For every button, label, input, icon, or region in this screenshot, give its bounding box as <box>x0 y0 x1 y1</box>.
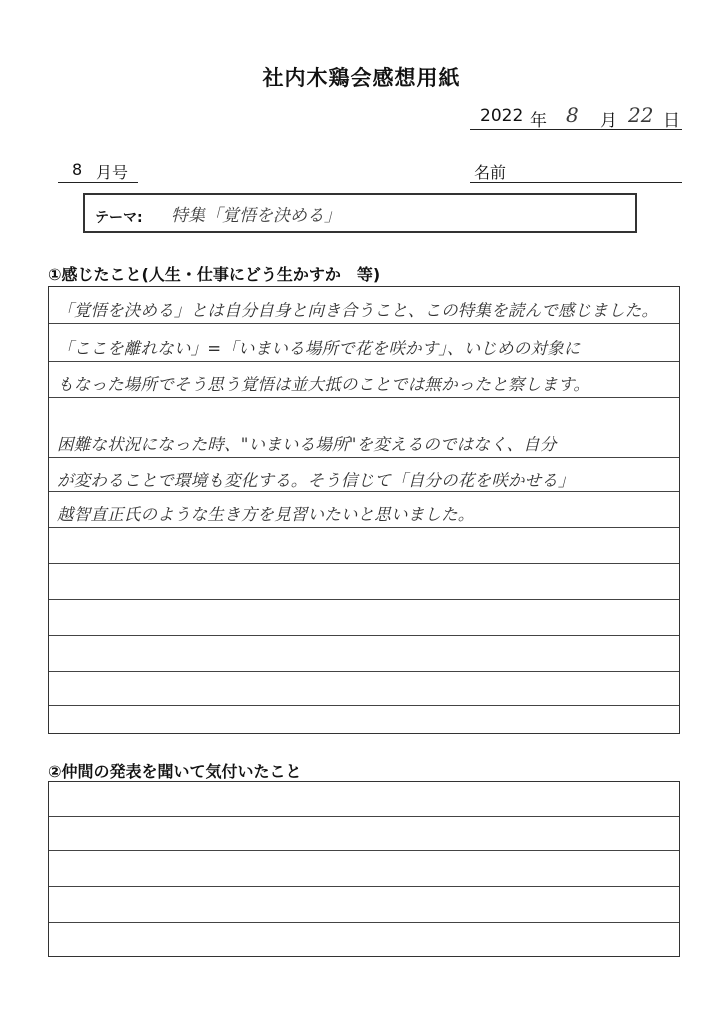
theme-label: テーマ: <box>95 210 143 226</box>
date-day-unit: 日 <box>663 111 680 131</box>
date-year-unit: 年 <box>530 111 547 131</box>
section2-title: ②仲間の発表を聞いて気付いたこと <box>48 762 302 781</box>
ruled-line <box>49 816 679 817</box>
ruled-line <box>49 361 679 362</box>
issue-label: 月号 <box>96 163 129 182</box>
theme-box[interactable] <box>83 193 637 233</box>
handwritten-line-4: 困難な状況になった時、"いまいる場所"を変えるのではなく、自分 <box>57 435 557 454</box>
ruled-line <box>49 922 679 923</box>
name-label: 名前 <box>474 163 507 182</box>
section1-title: ①感じたこと(人生・仕事にどう生かすか 等) <box>48 265 381 284</box>
form-title: 社内木鶏会感想用紙 <box>262 66 461 90</box>
ruled-line <box>49 850 679 851</box>
handwritten-line-1: 「覚悟を決める」とは自分自身と向き合うこと、この特集を読んで感じました。 <box>57 301 659 320</box>
handwritten-line-5: が変わることで環境も変化する。そう信じて「自分の花を咲かせる」 <box>57 471 575 490</box>
date-month-unit: 月 <box>600 111 617 131</box>
date-underline <box>470 129 682 130</box>
date-year: 2022 <box>480 106 524 126</box>
ruled-line <box>49 323 679 324</box>
ruled-line <box>49 599 679 600</box>
issue-row <box>58 160 138 183</box>
date-month-value: 8 <box>566 103 579 127</box>
handwritten-line-3: もなった場所でそう思う覚悟は並大抵のことでは無かったと察します。 <box>57 375 591 394</box>
handwritten-line-2: 「ここを離れない」=「いまいる場所で花を咲かす」、いじめの対象に <box>57 339 581 358</box>
ruled-line <box>49 491 679 492</box>
section1-box[interactable] <box>48 286 680 734</box>
theme-value: 特集「覚悟を決める」 <box>171 206 341 226</box>
ruled-line <box>49 671 679 672</box>
name-row[interactable] <box>470 160 682 183</box>
ruled-line <box>49 397 679 398</box>
ruled-line <box>49 635 679 636</box>
issue-value: 8 <box>72 160 83 179</box>
ruled-line <box>49 705 679 706</box>
handwritten-line-6: 越智直正氏のような生き方を見習いたいと思いました。 <box>57 505 475 524</box>
ruled-line <box>49 886 679 887</box>
ruled-line <box>49 527 679 528</box>
ruled-line <box>49 457 679 458</box>
ruled-line <box>49 563 679 564</box>
date-day-value: 22 <box>628 103 654 127</box>
section2-box[interactable] <box>48 781 680 957</box>
